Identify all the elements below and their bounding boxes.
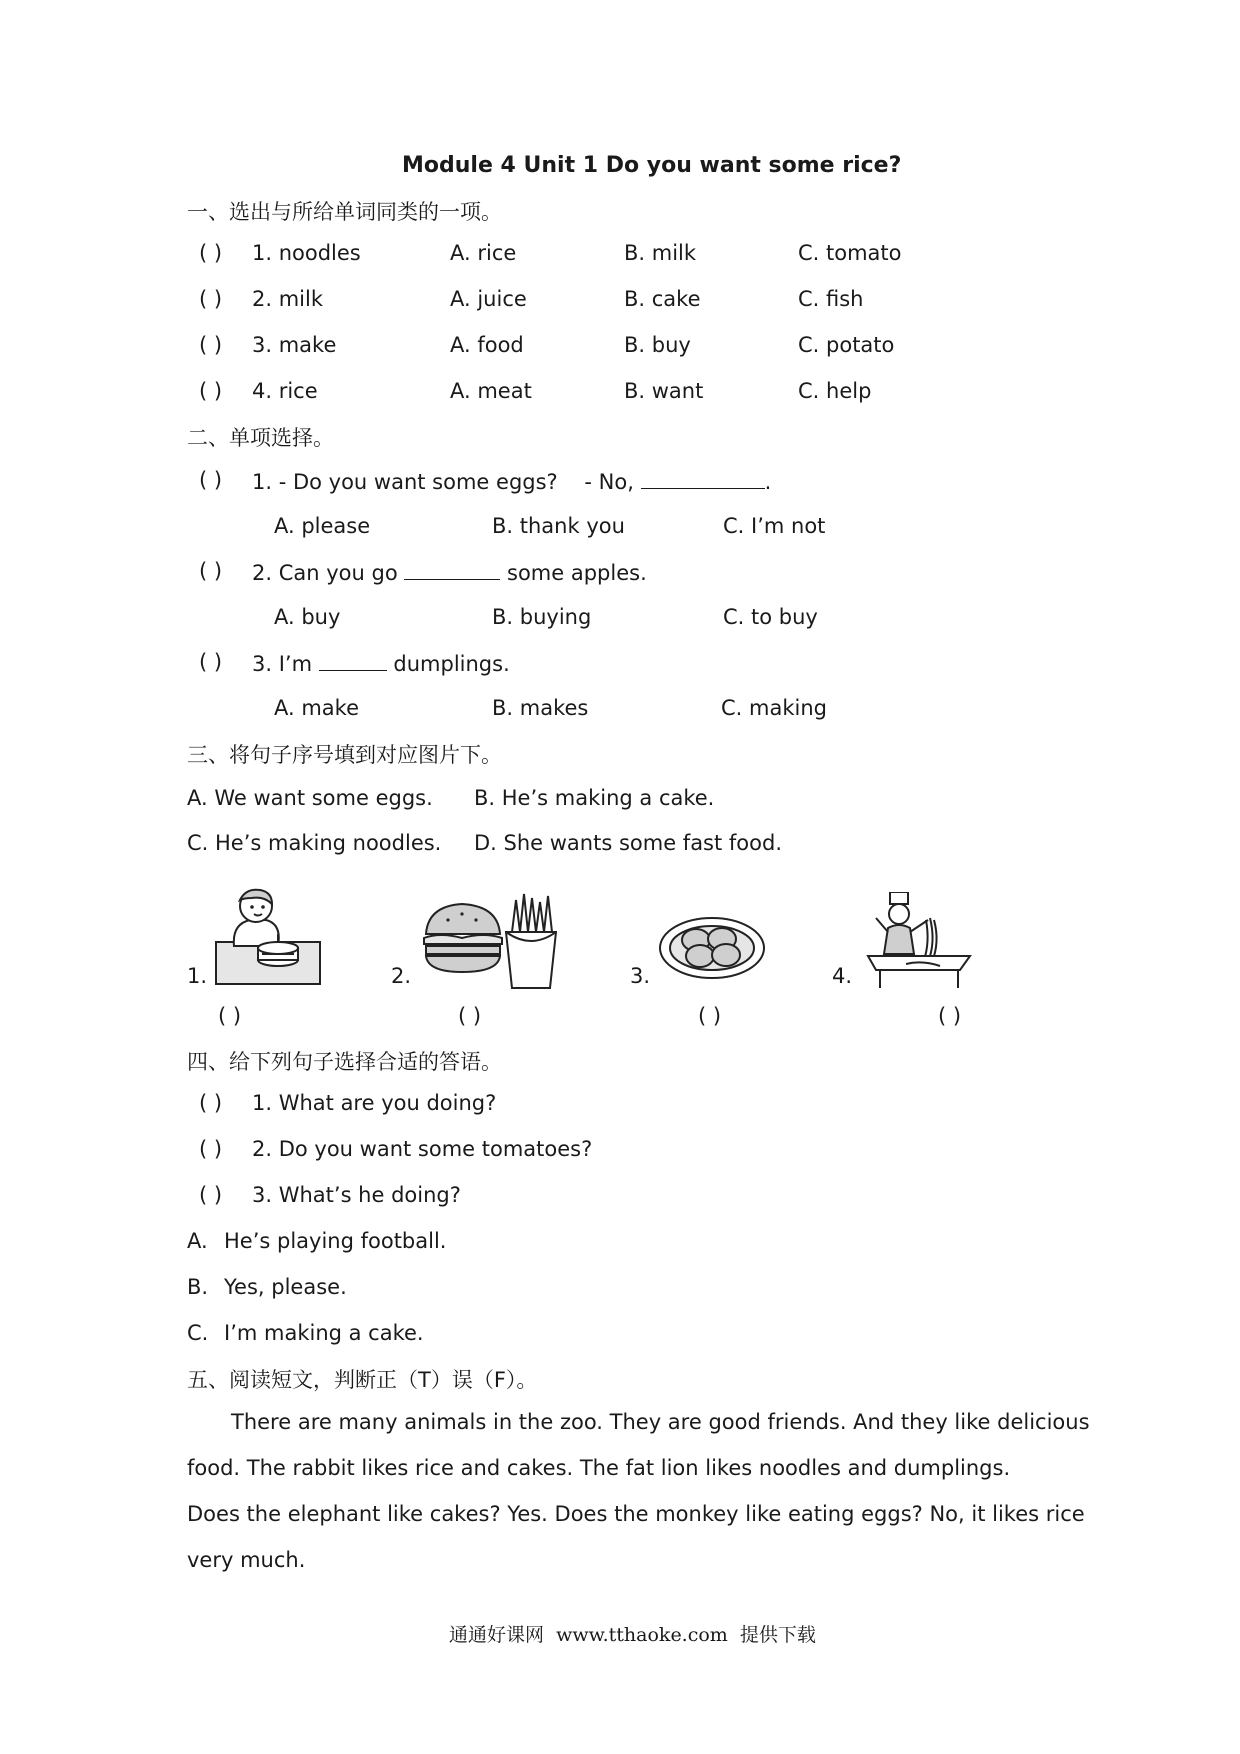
section-4-heading: 四、给下列句子选择合适的答语。 xyxy=(187,1050,502,1074)
question-word: 4. rice xyxy=(252,379,318,403)
question-word: 2. milk xyxy=(252,287,323,311)
question-end: . xyxy=(764,470,772,494)
passage-line-3: Does the elephant like cakes? Yes. Does the monkey like eating eggs? No, it likes rice xyxy=(187,1502,1085,1526)
question-text: 3. I’m xyxy=(252,652,319,676)
answer-bracket[interactable]: ( ) xyxy=(199,287,223,311)
option-c: C. to buy xyxy=(723,605,818,629)
answer-bracket[interactable]: ( ) xyxy=(199,1091,223,1115)
option-c: C. I’m not xyxy=(723,514,826,538)
option-b: B. makes xyxy=(492,696,589,720)
sentence-d: D. She wants some fast food. xyxy=(474,831,783,855)
option-a: A. buy xyxy=(274,605,341,629)
question-end: some apples. xyxy=(500,561,647,585)
option-c: C. tomato xyxy=(798,241,902,265)
answer-bracket[interactable]: ( ) xyxy=(199,1183,223,1207)
question-word: 3. make xyxy=(252,333,337,357)
answer-text: I’m making a cake. xyxy=(224,1321,424,1345)
answer-text: Yes, please. xyxy=(224,1275,347,1299)
option-b: B. buy xyxy=(624,333,691,357)
picture-answer-bracket-4[interactable]: ( ) xyxy=(938,1004,962,1028)
question-word: 1. noodles xyxy=(252,241,361,265)
question-text: 2. Do you want some tomatoes? xyxy=(252,1137,593,1161)
option-b: B. want xyxy=(624,379,704,403)
option-b: B. thank you xyxy=(492,514,625,538)
picture-number-1: 1. xyxy=(187,964,208,988)
picture-number-4: 4. xyxy=(832,964,853,988)
question-end: dumplings. xyxy=(386,652,510,676)
sentence-c: C. He’s making noodles. xyxy=(187,831,442,855)
option-a: A. juice xyxy=(450,287,527,311)
option-c: C. potato xyxy=(798,333,895,357)
section-1-heading: 一、选出与所给单词同类的一项。 xyxy=(187,200,502,224)
picture-answer-bracket-2[interactable]: ( ) xyxy=(458,1004,482,1028)
option-b: B. cake xyxy=(624,287,701,311)
fill-blank[interactable] xyxy=(641,468,765,489)
footer-text: 通通好课网 www.tthaoke.com 提供下载 xyxy=(449,1624,816,1646)
answer-bracket[interactable]: ( ) xyxy=(199,1137,223,1161)
passage-line-1: There are many animals in the zoo. They are good friends. And they like delicious xyxy=(231,1410,1090,1434)
burger-fries-picture xyxy=(420,890,560,990)
answer-letter: A. xyxy=(187,1229,208,1253)
picture-number-2: 2. xyxy=(391,964,412,988)
fill-blank[interactable] xyxy=(319,650,387,671)
section-5-heading: 五、阅读短文，判断正（T）误（F）。 xyxy=(187,1368,538,1392)
man-making-noodles-picture xyxy=(866,892,972,990)
picture-answer-bracket-3[interactable]: ( ) xyxy=(698,1004,722,1028)
option-b: B. buying xyxy=(492,605,592,629)
option-b: B. milk xyxy=(624,241,697,265)
picture-answer-bracket-1[interactable]: ( ) xyxy=(218,1004,242,1028)
section-2-heading: 二、单项选择。 xyxy=(187,426,334,450)
page-title: Module 4 Unit 1 Do you want some rice? xyxy=(402,153,902,178)
option-a: A. make xyxy=(274,696,360,720)
option-a: A. meat xyxy=(450,379,532,403)
boy-making-cake-picture xyxy=(212,884,324,988)
section-3-heading: 三、将句子序号填到对应图片下。 xyxy=(187,743,502,767)
answer-bracket[interactable]: ( ) xyxy=(199,379,223,403)
option-c: C. help xyxy=(798,379,872,403)
picture-number-3: 3. xyxy=(630,964,651,988)
eggs-plate-picture xyxy=(656,906,768,982)
answer-bracket[interactable]: ( ) xyxy=(199,468,223,492)
option-a: A. food xyxy=(450,333,524,357)
option-c: C. making xyxy=(721,696,827,720)
answer-bracket[interactable]: ( ) xyxy=(199,559,223,583)
fill-blank[interactable] xyxy=(404,559,500,580)
answer-bracket[interactable]: ( ) xyxy=(199,241,223,265)
sentence-a: A. We want some eggs. xyxy=(187,786,433,810)
question-text: 1. - Do you want some eggs? - No, xyxy=(252,470,641,494)
passage-line-4: very much. xyxy=(187,1548,306,1572)
option-a: A. please xyxy=(274,514,371,538)
option-c: C. fish xyxy=(798,287,864,311)
question-text: 1. What are you doing? xyxy=(252,1091,497,1115)
answer-bracket[interactable]: ( ) xyxy=(199,333,223,357)
option-a: A. rice xyxy=(450,241,517,265)
question-text: 2. Can you go xyxy=(252,561,405,585)
question-text: 3. What’s he doing? xyxy=(252,1183,461,1207)
passage-line-2: food. The rabbit likes rice and cakes. The fat lion likes noodles and dumplings. xyxy=(187,1456,1011,1480)
answer-bracket[interactable]: ( ) xyxy=(199,650,223,674)
sentence-b: B. He’s making a cake. xyxy=(474,786,715,810)
answer-text: He’s playing football. xyxy=(224,1229,447,1253)
answer-letter: C. xyxy=(187,1321,209,1345)
answer-letter: B. xyxy=(187,1275,209,1299)
